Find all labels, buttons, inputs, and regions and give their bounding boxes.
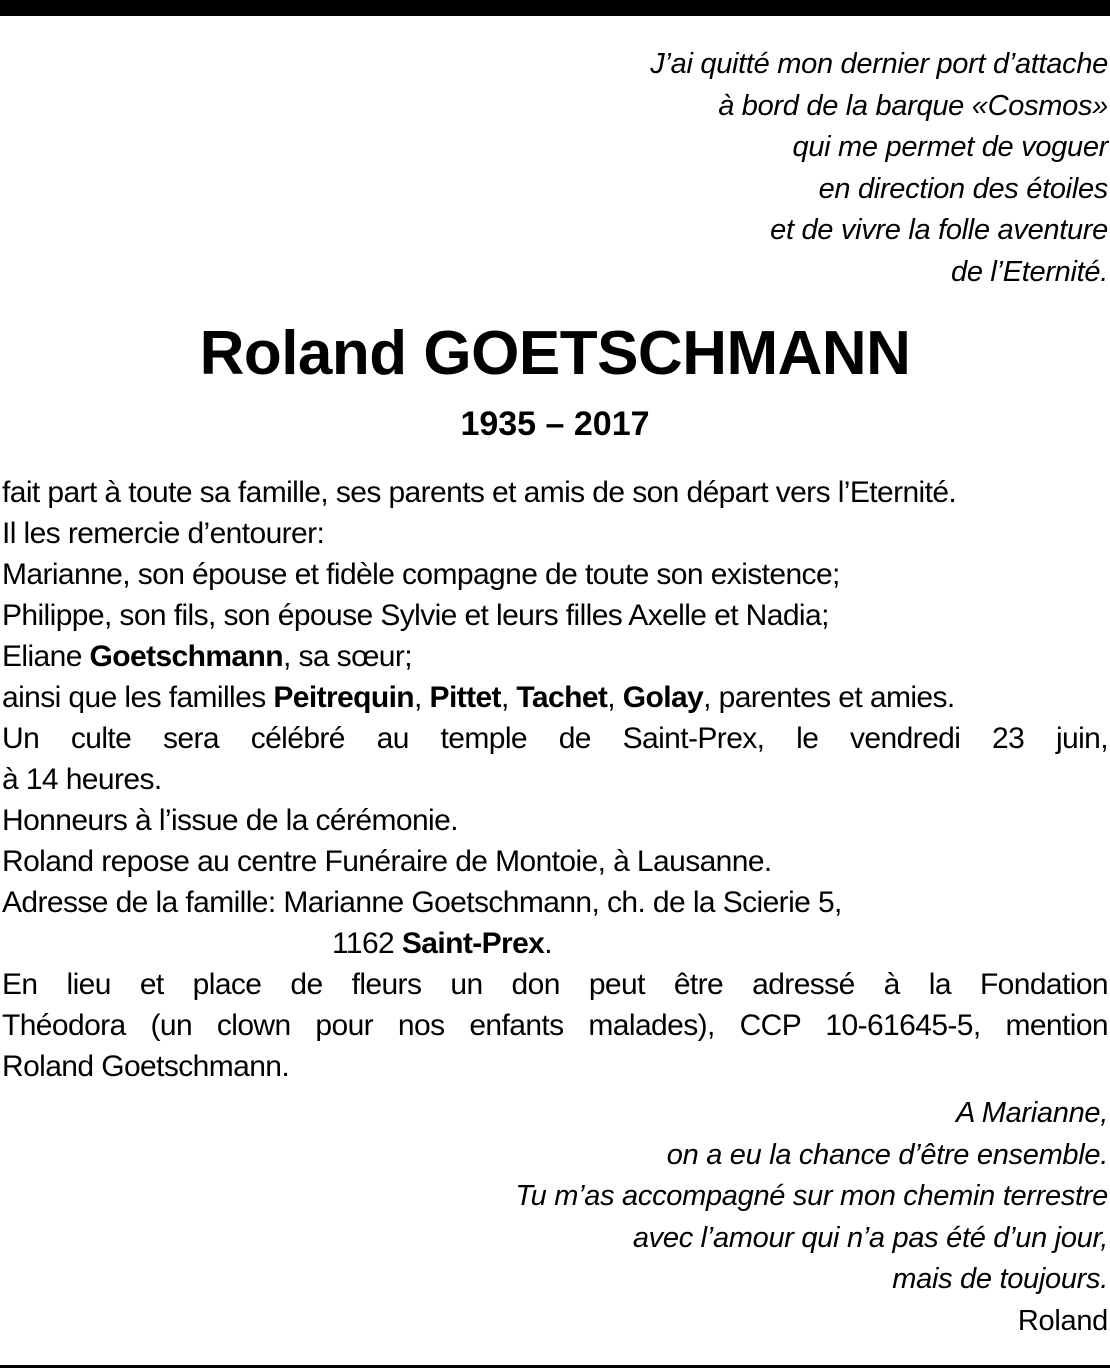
body-line: Philippe, son fils, son épouse Sylvie et leurs filles Axelle et Nadia; [2, 599, 829, 632]
separator: , [607, 681, 623, 714]
body-line [2, 636, 1108, 677]
text: ainsi que les familles [2, 681, 274, 714]
body-line: Un culte sera célébré au temple de Saint-Prex, le vendredi 23 juin, [2, 722, 1108, 755]
dedication-line: Tu m’as accompagné sur mon chemin terrestre [515, 1180, 1108, 1212]
separator: , [500, 681, 517, 714]
poem-line: de l’Eternité. [951, 255, 1108, 288]
deceased-name: Roland GOETSCHMANN [199, 319, 911, 388]
family-name: Golay [622, 681, 704, 714]
separator: , [414, 681, 430, 714]
body-line: à 14 heures. [2, 763, 162, 796]
dedication-line: mais de toujours. [892, 1263, 1108, 1295]
body-line: Honneurs à l’issue de la cérémonie. [2, 804, 458, 837]
family-name: Goetschmann [89, 640, 283, 673]
body-line: En lieu et place de fleurs un don peut être adressé à la Fondation [2, 968, 1108, 1001]
poem-line: J’ai quitté mon dernier port d’attache [650, 48, 1108, 80]
closing-dedication [515, 1093, 1108, 1342]
text: 1162 [332, 927, 402, 960]
text: , parentes et amies. [703, 681, 955, 714]
family-name: Pittet [429, 681, 501, 714]
poem-line: en direction des étoiles [818, 172, 1108, 205]
body-line [2, 677, 1108, 718]
dedication-line: A Marianne, [956, 1097, 1108, 1129]
family-name: Peitrequin [273, 681, 415, 714]
family-name: Tachet [516, 681, 608, 714]
body-line: Il les remercie d’entourer: [2, 517, 325, 550]
body-line: fait part à toute sa famille, ses parents et amis de son départ vers l’Eternité. [2, 476, 957, 509]
poem-line: et de vivre la folle aventure [770, 214, 1108, 246]
opening-poem [650, 44, 1108, 293]
signature: Roland [1017, 1304, 1108, 1337]
top-rule [0, 0, 1110, 16]
body-line: Roland Goetschmann. [2, 1050, 290, 1083]
poem-line: qui me permet de voguer [792, 131, 1108, 163]
body-line: Roland repose au centre Funéraire de Montoie, à Lausanne. [2, 845, 772, 878]
body-line: Marianne, son épouse et fidèle compagne de toute son existence; [2, 558, 840, 591]
dedication-line: on a eu la chance d’être ensemble. [666, 1138, 1108, 1171]
poem-line: à bord de la barque «Cosmos» [718, 89, 1108, 122]
announcement-body [2, 472, 1108, 1087]
town-name: Saint-Prex [401, 927, 545, 960]
body-line: Adresse de la famille: Marianne Goetschmann, ch. de la Scierie 5, [2, 886, 842, 919]
text: , sa sœur; [282, 640, 412, 673]
life-years: 1935 – 2017 [460, 405, 650, 443]
text: Eliane [2, 640, 90, 673]
dedication-line: avec l’amour qui n’a pas été d’un jour, [632, 1221, 1108, 1254]
text: . [544, 927, 552, 960]
bottom-rule [0, 1365, 1110, 1368]
body-line [2, 923, 1108, 964]
body-line: Théodora (un clown pour nos enfants malades), CCP 10-61645-5, mention [2, 1009, 1108, 1042]
